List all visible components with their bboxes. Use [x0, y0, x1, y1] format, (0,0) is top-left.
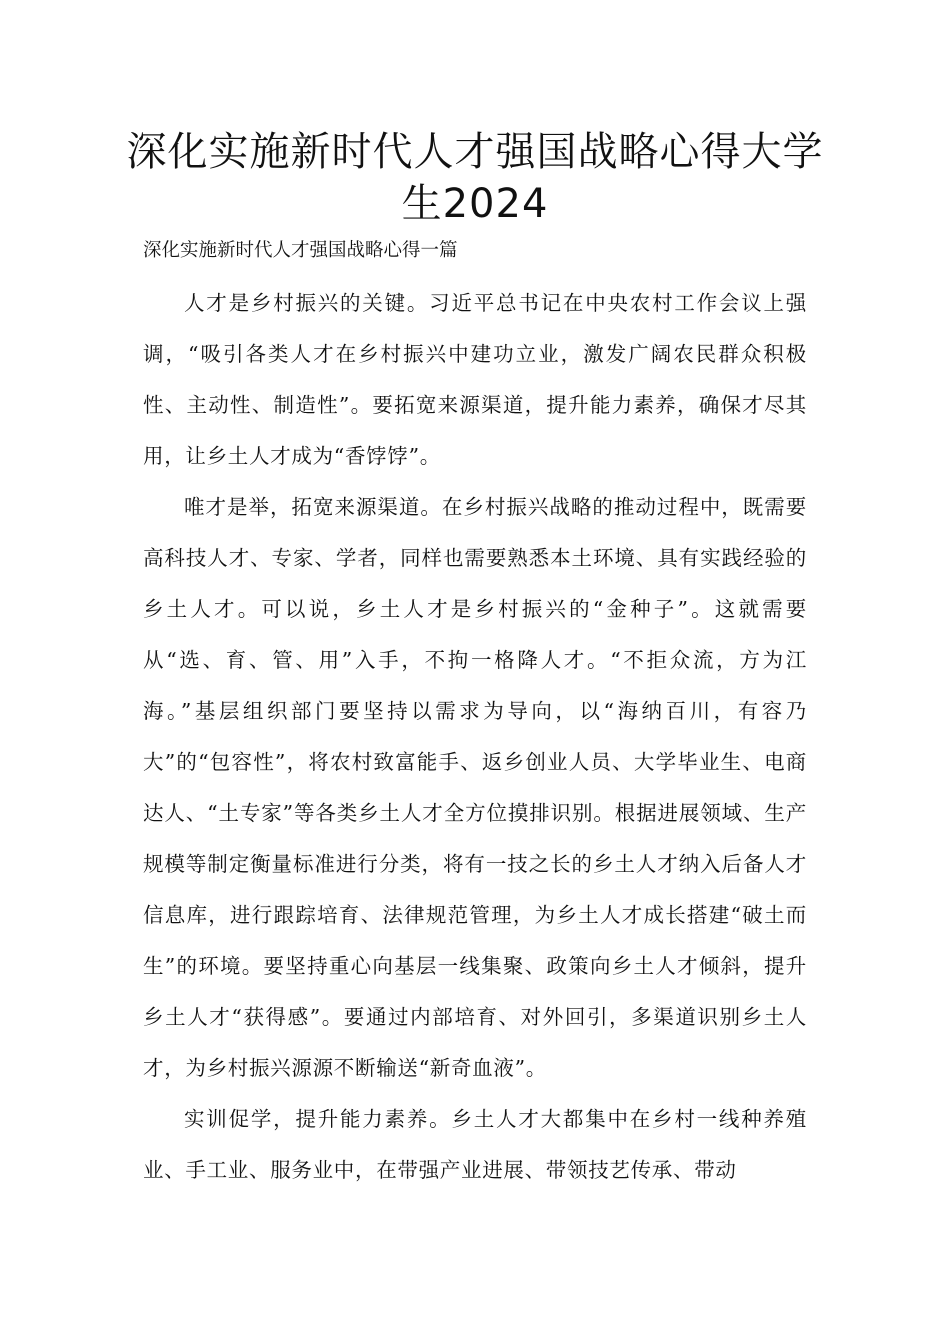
paragraph: 实训促学，提升能力素养。乡土人才大都集中在乡村一线种养殖业、手工业、服务业中，在带强产业进展、带领技艺传承、带动	[143, 1107, 807, 1182]
document-body	[143, 278, 807, 1196]
document-subtitle: 深化实施新时代人才强国战略心得一篇	[143, 240, 458, 261]
paragraph: 人才是乡村振兴的关键。习近平总书记在中央农村工作会议上强调，“吸引各类人才在乡村振兴中建功立业，激发广阔农民群众积极性、主动性、制造性”。要拓宽来源渠道，提升能力素养，确保才尽其用，让乡土人才成为“香饽饽”。	[143, 291, 807, 468]
document-title: 深化实施新时代人才强国战略心得大学生2024	[126, 129, 824, 227]
paragraph: 唯才是举，拓宽来源渠道。在乡村振兴战略的推动过程中，既需要高科技人才、专家、学者，同样也需要熟悉本土环境、具有实践经验的乡土人才。可以说，乡土人才是乡村振兴的“金种子”。这就需要从“选、育、管、用”入手，不拘一格降人才。“不拒众流，方为江海。”基层组织部门要坚持以需求为导向，以“海纳百川，有容乃大”的“包容性”，将农村致富能手、返乡创业人员、大学毕业生、电商达人、“土专家”等各类乡土人才全方位摸排识别。根据进展领域、生产规模等制定衡量标准进行分类，将有一技之长的乡土人才纳入后备人才信息库，进行跟踪培育、法律规范管理，为乡土人才成长搭建“破土而生”的环境。要坚持重心向基层一线集聚、政策向乡土人才倾斜，提升乡土人才“获得感”。要通过内部培育、对外回引，多渠道识别乡土人才，为乡村振兴源源不断输送“新奇血液”。	[143, 495, 807, 1080]
